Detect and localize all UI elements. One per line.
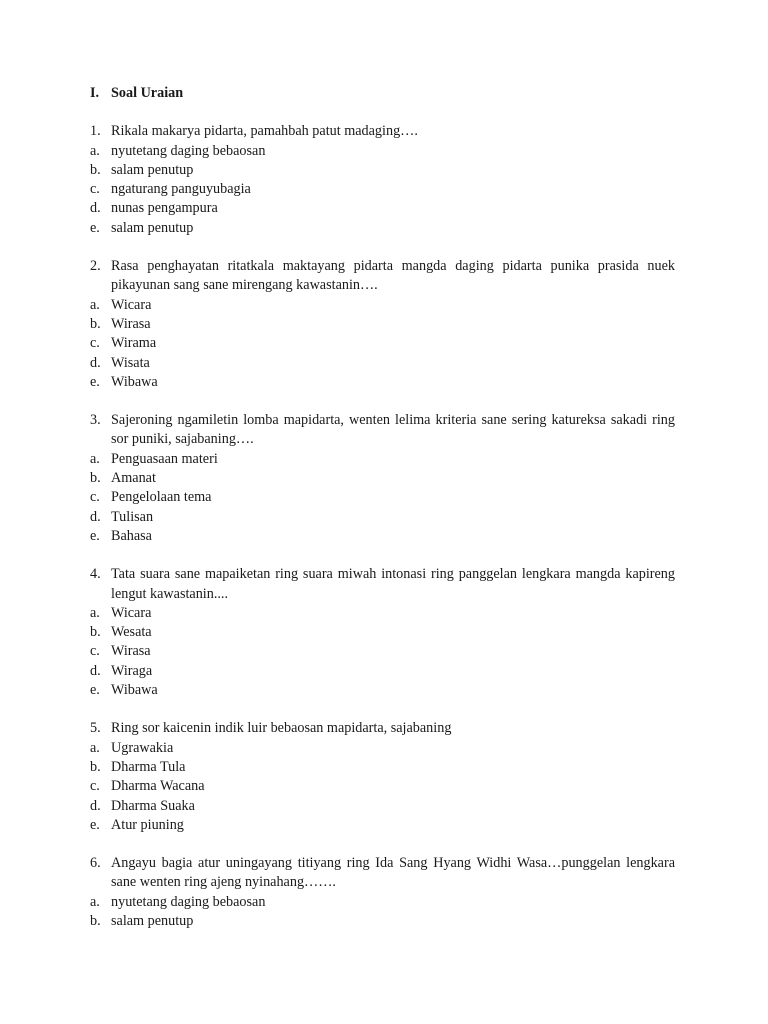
option-letter: b. [90, 161, 101, 178]
option-letter: a. [90, 142, 100, 159]
question-item [90, 719, 675, 835]
option-letter: e. [90, 373, 100, 390]
option-text: Dharma Wacana [111, 778, 205, 795]
answer-option [90, 142, 675, 161]
answer-option [90, 604, 675, 623]
question-text: Sajeroning ngamiletin lomba mapidarta, wenten lelima kriteria sane sering katureksa sakadi ring sor puniki, sajabaning…. [111, 412, 675, 448]
option-text: Wesata [111, 624, 152, 641]
question-stem [90, 719, 675, 738]
answer-option [90, 508, 675, 527]
option-letter: c. [90, 489, 100, 506]
question-stem [90, 122, 675, 141]
option-text: Penguasaan materi [111, 450, 218, 467]
answer-option [90, 777, 675, 796]
option-letter: c. [90, 181, 100, 198]
question-stem [90, 257, 675, 296]
option-letter: c. [90, 643, 100, 660]
answer-option [90, 816, 675, 835]
answer-option [90, 623, 675, 642]
option-text: Wiraga [111, 662, 153, 679]
option-text: nyutetang daging bebaosan [111, 893, 266, 910]
option-letter: d. [90, 354, 101, 371]
question-text: Ring sor kaicenin indik luir bebaosan mapidarta, sajabaning [111, 720, 452, 737]
option-text: Bahasa [111, 527, 152, 544]
option-letter: a. [90, 893, 100, 910]
answer-option [90, 912, 675, 931]
question-number: 2. [90, 258, 101, 275]
option-letter: a. [90, 739, 100, 756]
option-text: Atur piuning [111, 816, 184, 833]
option-letter: b. [90, 912, 101, 929]
option-text: Dharma Suaka [111, 797, 195, 814]
option-letter: b. [90, 470, 101, 487]
option-letter: e. [90, 682, 100, 699]
answer-option [90, 161, 675, 180]
question-text: Rikala makarya pidarta, pamahbah patut madaging…. [111, 123, 418, 140]
question-item [90, 411, 675, 546]
section-title-text: Soal Uraian [111, 85, 184, 101]
option-text: Wirama [111, 335, 157, 352]
answer-option [90, 180, 675, 199]
option-letter: d. [90, 508, 101, 525]
answer-option [90, 354, 675, 373]
option-text: Tulisan [111, 508, 154, 525]
answer-option [90, 739, 675, 758]
question-item [90, 257, 675, 392]
option-letter: e. [90, 816, 100, 833]
answer-option [90, 488, 675, 507]
option-letter: a. [90, 450, 100, 467]
answer-option [90, 469, 675, 488]
answer-option [90, 662, 675, 681]
option-letter: e. [90, 527, 100, 544]
option-text: Wicara [111, 296, 152, 313]
option-text: Wisata [111, 354, 150, 371]
question-list [90, 122, 675, 931]
question-text: Rasa penghayatan ritatkala maktayang pidarta mangda daging pidarta punika prasida nuek pikayunan sang sane mirengang kawastanin…. [111, 258, 675, 294]
answer-option [90, 797, 675, 816]
option-letter: c. [90, 778, 100, 795]
question-number: 4. [90, 566, 101, 583]
answer-option [90, 334, 675, 353]
option-text: Ugrawakia [111, 739, 174, 756]
option-text: Wibawa [111, 682, 158, 699]
question-stem [90, 411, 675, 450]
question-item [90, 122, 675, 238]
document-page [90, 84, 675, 950]
option-letter: d. [90, 662, 101, 679]
option-text: Wirasa [111, 315, 151, 332]
answer-option [90, 450, 675, 469]
question-stem [90, 854, 675, 893]
question-item [90, 854, 675, 931]
option-text: ngaturang panguyubagia [111, 181, 251, 198]
option-text: Dharma Tula [111, 758, 186, 775]
answer-option [90, 758, 675, 777]
answer-option [90, 642, 675, 661]
answer-option [90, 893, 675, 912]
option-letter: b. [90, 624, 101, 641]
option-letter: b. [90, 315, 101, 332]
answer-option [90, 373, 675, 392]
option-text: salam penutup [111, 219, 194, 236]
option-letter: e. [90, 219, 100, 236]
answer-option [90, 527, 675, 546]
question-number: 3. [90, 412, 101, 429]
option-letter: d. [90, 200, 101, 217]
question-text: Angayu bagia atur uningayang titiyang ring Ida Sang Hyang Widhi Wasa…punggelan lengkara sane wenten ring ajeng nyinahang……. [111, 855, 675, 891]
question-stem [90, 565, 675, 604]
option-text: Wicara [111, 604, 152, 621]
option-text: nyutetang daging bebaosan [111, 142, 266, 159]
section-title [90, 84, 675, 103]
answer-option [90, 681, 675, 700]
question-item [90, 565, 675, 700]
answer-option [90, 296, 675, 315]
question-number: 5. [90, 720, 101, 737]
option-text: salam penutup [111, 912, 194, 929]
option-text: Wibawa [111, 373, 158, 390]
answer-option [90, 199, 675, 218]
option-letter: a. [90, 604, 100, 621]
question-number: 1. [90, 123, 101, 140]
option-text: Amanat [111, 470, 156, 487]
option-text: salam penutup [111, 161, 194, 178]
answer-option [90, 219, 675, 238]
answer-option [90, 315, 675, 334]
option-letter: a. [90, 296, 100, 313]
option-text: Wirasa [111, 643, 151, 660]
option-text: nunas pengampura [111, 200, 218, 217]
option-letter: b. [90, 758, 101, 775]
option-text: Pengelolaan tema [111, 489, 212, 506]
option-letter: c. [90, 335, 100, 352]
question-number: 6. [90, 855, 101, 872]
option-letter: d. [90, 797, 101, 814]
section-number: I. [90, 85, 100, 101]
question-text: Tata suara sane mapaiketan ring suara miwah intonasi ring panggelan lengkara mangda kapireng lengut kawastanin.... [111, 566, 675, 602]
